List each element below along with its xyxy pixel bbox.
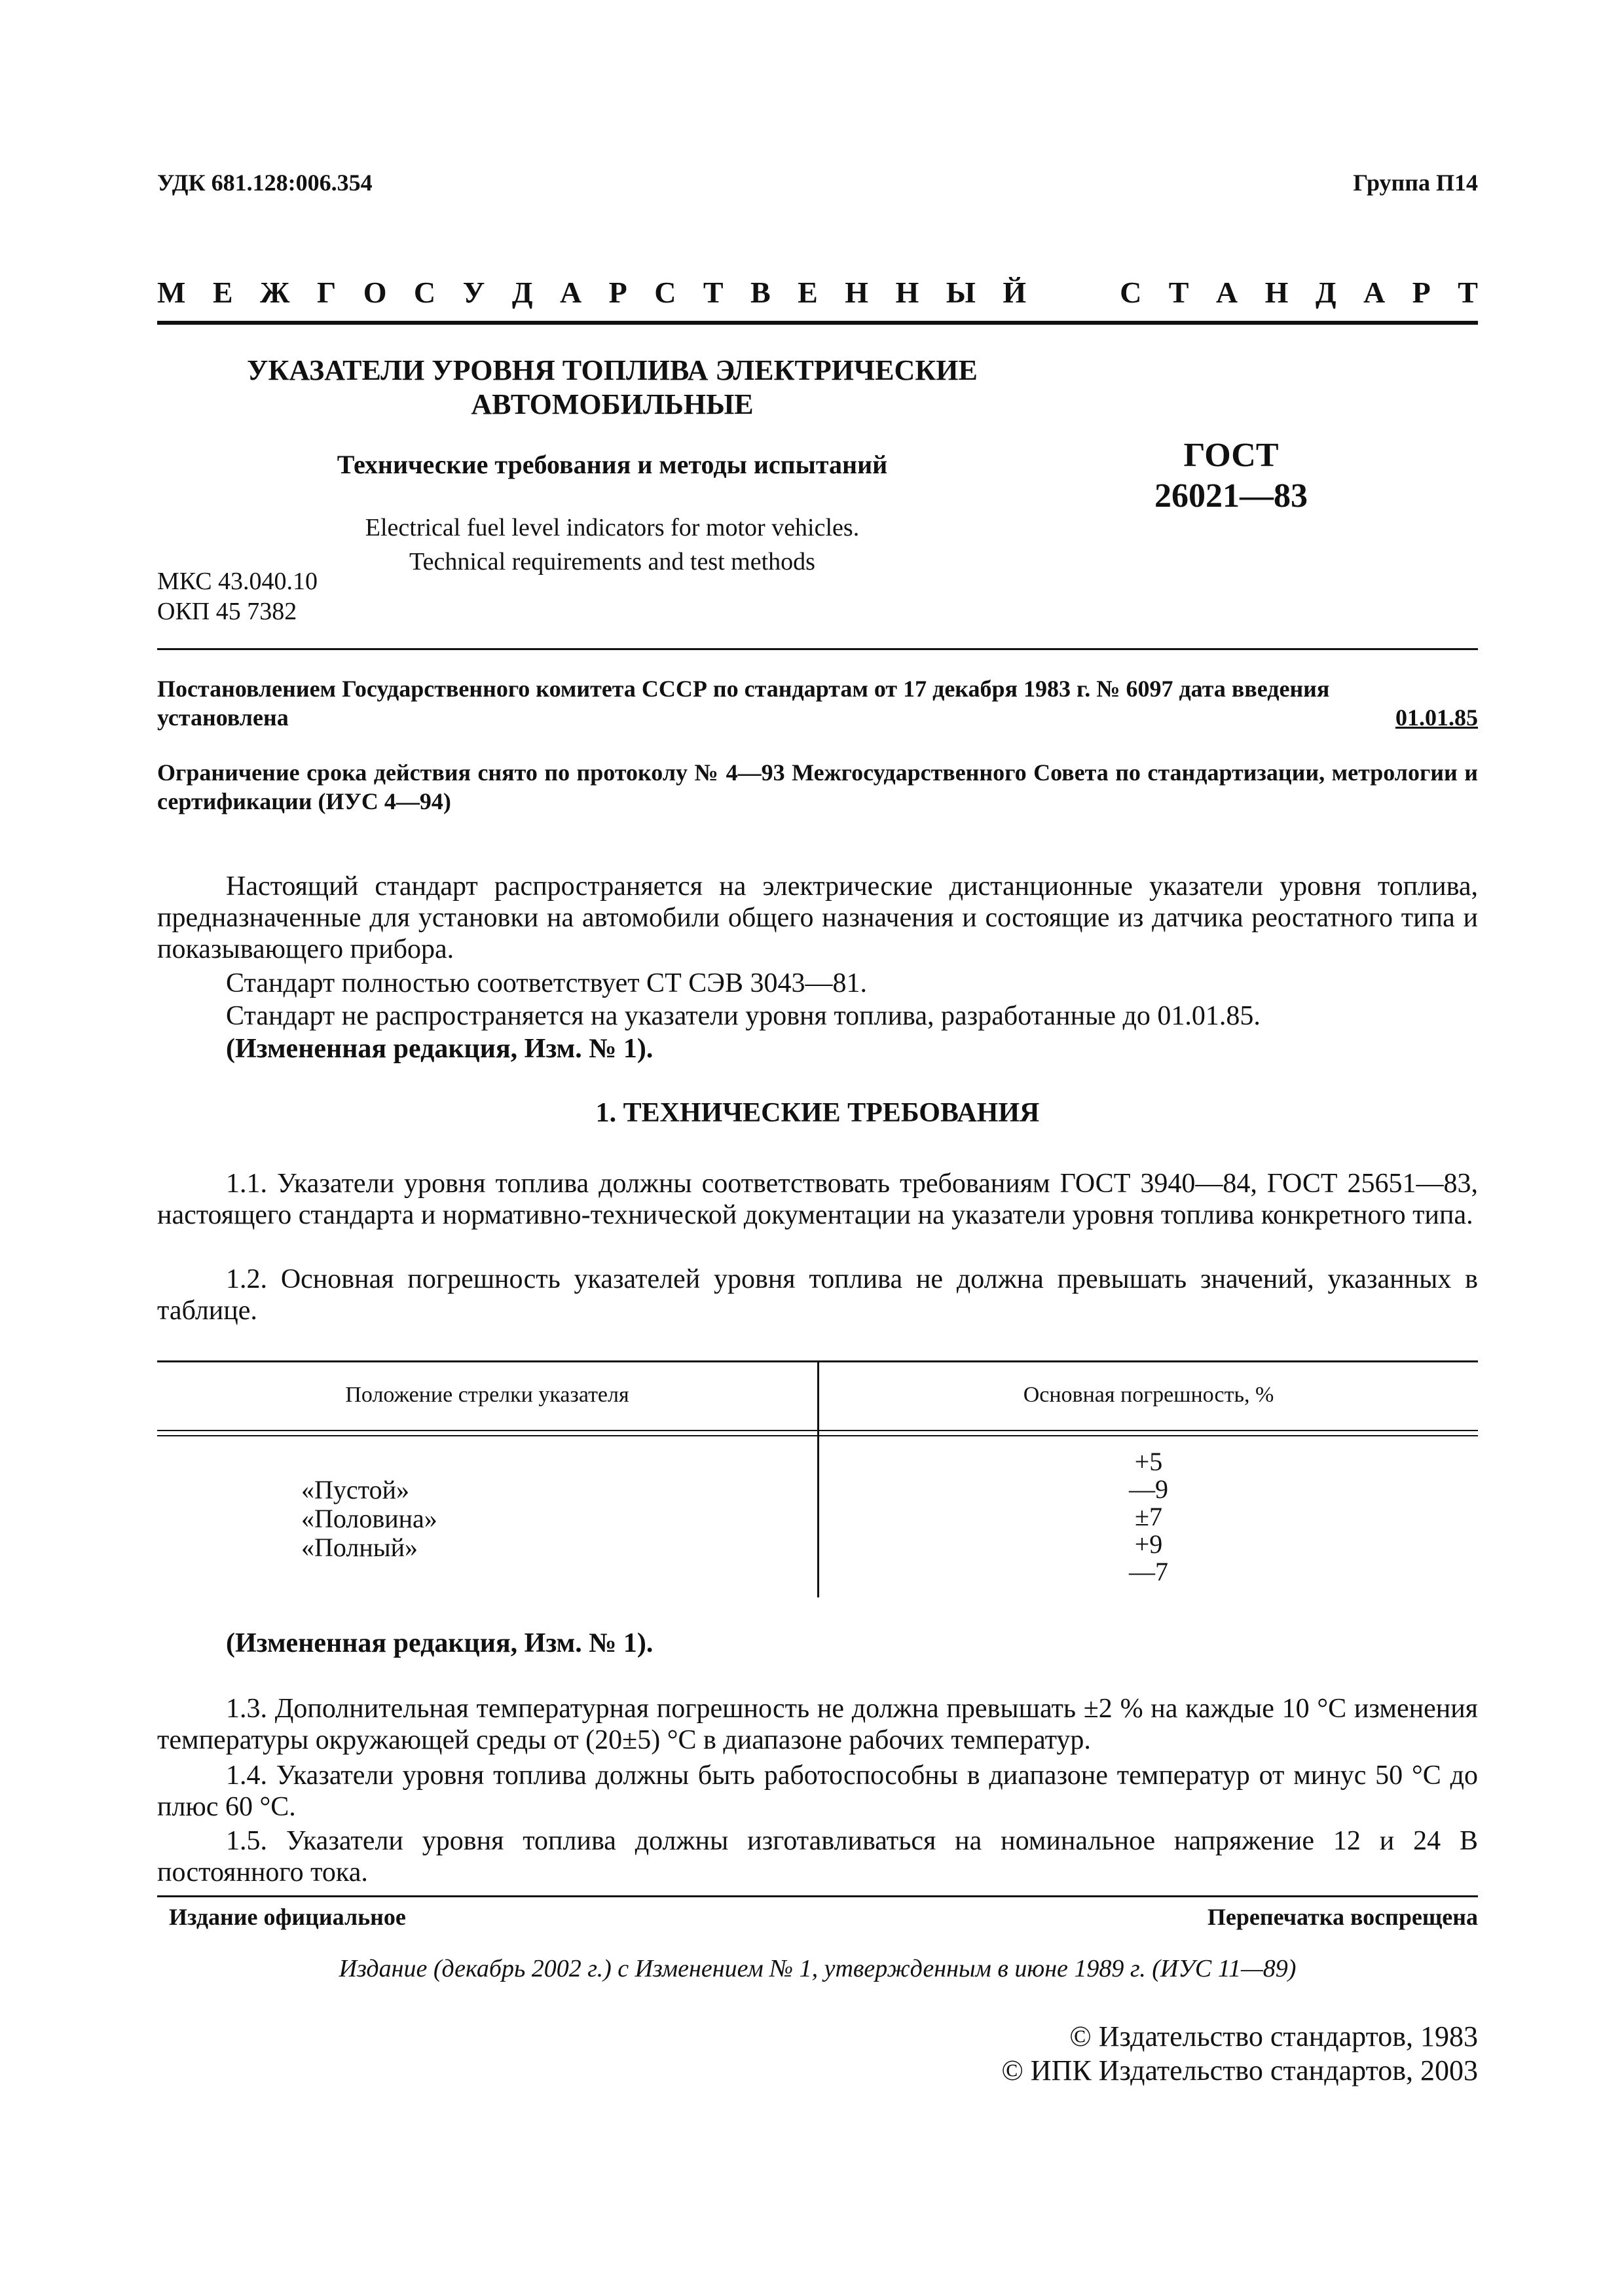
heading-letter: Й [1003, 276, 1027, 309]
intro-paragraph-1: Настоящий стандарт распространяется на электрические дистанционные указатели уровня топлива, предназначенные для установки на автомобили общего назначения и состоящие из датчика реостатного типа и показывающего прибора. [157, 871, 1478, 964]
heading-letter: Р [1412, 276, 1431, 309]
heading-letter: М [157, 276, 186, 309]
table-header-error: Основная погрешность, % [1023, 1383, 1274, 1407]
footer-rule [157, 1895, 1478, 1897]
heading-letter [1054, 275, 1093, 310]
official-edition-label: Издание официальное [169, 1904, 406, 1930]
table-errors [819, 1448, 1478, 1586]
clause-1-3: 1.3. Дополнительная температурная погрешность не должна превышать ±2 % на каждые 10 °С изменения температуры окружающей среды от (20±5) °С в диапазоне рабочих температур. [157, 1694, 1478, 1755]
table-cell-position: «Пустой» [301, 1475, 409, 1504]
heading-letter: У [462, 276, 485, 309]
heading-letter: Ж [260, 276, 290, 309]
table-positions [157, 1476, 817, 1562]
reprint-prohibited-label: Перепечатка воспрещена [1207, 1904, 1478, 1930]
table-cell-position: «Полный» [301, 1533, 418, 1562]
intro-paragraph-2: Стандарт полностью соответствует СТ СЭВ 3043—81. [226, 968, 867, 998]
heading-letter: О [363, 276, 387, 309]
okp-code: ОКП 45 7382 [157, 598, 297, 625]
clause-1-5: 1.5. Указатели уровня топлива должны изготавливаться на номинальное напряжение 12 и 24 В постоянного тока. [157, 1826, 1478, 1887]
heading-letter: А [559, 276, 582, 309]
header-rule [157, 321, 1478, 325]
heading-letter: Е [798, 276, 818, 309]
intro-paragraph-3: Стандарт не распространяется на указатели уровня топлива, разработанные до 01.01.85. [226, 1001, 1261, 1031]
clause-1-2: 1.2. Основная погрешность указателей уровня топлива не должна превышать значений, указанных в таблице. [157, 1264, 1478, 1326]
limit-removal-note: Ограничение срока действия снято по протоколу № 4—93 Межгосударственного Совета по стандартизации, метрологии и сертификации (ИУС 4—94) [157, 759, 1478, 814]
title-line-1: УКАЗАТЕЛИ УРОВНЯ ТОПЛИВА ЭЛЕКТРИЧЕСКИЕ [247, 354, 978, 386]
gost-label: ГОСТ [1183, 437, 1279, 474]
heading-letter: Д [511, 276, 533, 309]
interstate-standard-heading [157, 275, 1478, 310]
copyright-1983: © Издательство стандартов, 1983 [1069, 2020, 1478, 2052]
heading-letter: Р [608, 276, 627, 309]
clause-1-1: 1.1. Указатели уровня топлива должны соответствовать требованиям ГОСТ 3940—84, ГОСТ 25651—83, настоящего стандарта и нормативно-технической документации на указатели уровня топлива конкретного типа. [157, 1169, 1478, 1230]
clause-1-4: 1.4. Указатели уровня топлива должны быть работоспособны в диапазоне температур от минус 50 °С до плюс 60 °С. [157, 1760, 1478, 1822]
decree-block [157, 674, 1478, 732]
table-amendment: (Измененная редакция, Изм. № 1). [226, 1628, 654, 1658]
introduction-date: 01.01.85 [1395, 704, 1478, 731]
heading-letter: Т [703, 276, 724, 309]
decree-line-1: Постановлением Государственного комитета СССР по стандартам от 17 декабря 1983 г. № 6097 дата введения [157, 676, 1330, 702]
table-header-rule-2 [157, 1435, 1478, 1436]
table-cell-error: ±7 [1135, 1502, 1162, 1531]
heading-letter: А [1215, 276, 1238, 309]
classification-codes [157, 566, 318, 627]
table-cell-error: —7 [1129, 1557, 1168, 1586]
table-header-position: Положение стрелки указателя [345, 1383, 629, 1407]
gost-number: 26021—83 [1154, 477, 1308, 515]
english-title-line-2: Technical requirements and test methods [409, 548, 815, 575]
heading-letter: С [654, 276, 676, 309]
udk-code: УДК 681.128:006.354 [157, 170, 373, 196]
heading-letter: Т [1168, 276, 1189, 309]
title-line-2: АВТОМОБИЛЬНЫЕ [471, 388, 754, 420]
english-title-line-1: Electrical fuel level indicators for motor vehicles. [365, 514, 860, 541]
heading-letter: Н [895, 276, 919, 309]
standard-subtitle: Технические требования и методы испытаний [337, 450, 888, 479]
section-1-title: 1. ТЕХНИЧЕСКИЕ ТРЕБОВАНИЯ [595, 1098, 1040, 1128]
heading-letter: А [1363, 276, 1386, 309]
copyright-block [1001, 2020, 1478, 2088]
table-header-rule [157, 1430, 1478, 1431]
heading-letter: Ы [946, 276, 976, 309]
copyright-2003: © ИПК Издательство стандартов, 2003 [1001, 2054, 1478, 2086]
heading-letter: Д [1315, 276, 1336, 309]
standard-title [157, 354, 1067, 422]
intro-amendment: (Измененная редакция, Изм. № 1). [226, 1034, 654, 1064]
heading-letter: Н [845, 276, 869, 309]
table-cell-error: +5 [1134, 1447, 1163, 1476]
error-table [157, 1360, 1478, 1597]
decree-line-2: установлена [157, 704, 289, 731]
heading-letter: В [750, 276, 771, 309]
table-cell-error: —9 [1129, 1474, 1168, 1504]
heading-letter: С [413, 276, 436, 309]
table-cell-error: +9 [1134, 1529, 1163, 1559]
title-rule [157, 648, 1478, 650]
heading-letter: С [1120, 276, 1142, 309]
heading-letter: Е [212, 276, 233, 309]
heading-letter: Т [1458, 276, 1478, 309]
edition-note: Издание (декабрь 2002 г.) с Изменением № 1, утвержденным в июне 1989 г. (ИУС 11—89) [339, 1955, 1297, 1982]
group-code: Группа П14 [1353, 170, 1478, 196]
mks-code: МКС 43.040.10 [157, 568, 318, 595]
heading-letter: Г [316, 276, 337, 309]
gost-designation [1087, 435, 1375, 517]
table-cell-position: «Половина» [301, 1504, 437, 1533]
heading-letter: Н [1264, 276, 1289, 309]
